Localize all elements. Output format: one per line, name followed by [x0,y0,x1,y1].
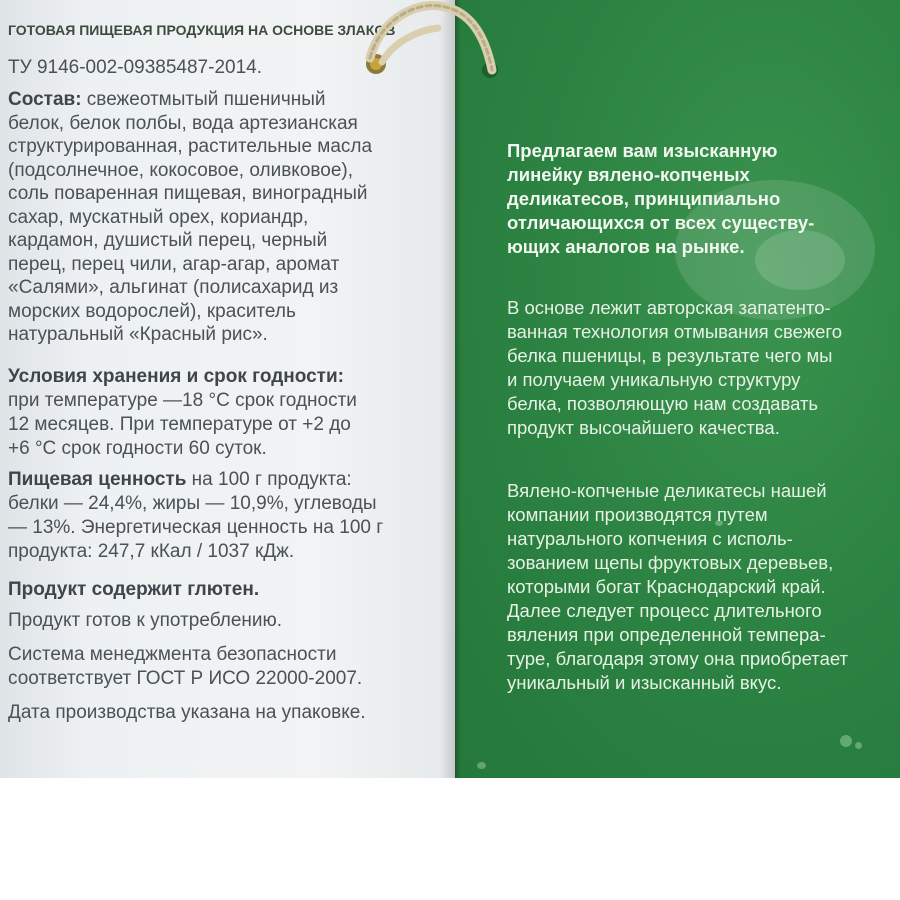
composition-label: Состав: [8,89,82,110]
card-shadow [440,0,456,778]
process-line: вяления при определенной темпера- [507,624,826,645]
composition-line: «Салями», альгинат (полисахарид из [8,277,339,298]
composition-line: (подсолнечное, кокосовое, оливковое), [8,159,354,181]
nutrition-first-rest: на 100 г продукта: [186,469,352,490]
composition-line: морских водорослей), краситель [8,300,296,322]
intro-line: отличающихся от всех существу- [507,212,815,233]
safety-line: Система менеджмента безопасности [8,644,337,665]
technology-line: В основе лежит авторская запатенто- [507,297,831,318]
intro-line: ющих аналогов на рынке. [507,236,745,257]
technology-line: и получаем уникальную структуру [507,369,801,390]
composition-line: соль поваренная пищевая, виноградный [8,183,368,204]
composition-line: свежеотмытый пшеничный [81,89,326,110]
composition-line: белок, белок полбы, вода артезианская [8,112,358,134]
nutrition-line: белки — 24,4%, жиры — 10,9%, углеводы [8,493,377,514]
intro-line: деликатесов, принципиально [507,188,781,209]
technology-line: продукт высочайшего качества. [507,417,780,438]
nutrition-line: продукта: 247,7 кКал / 1037 кДж. [8,541,295,562]
production-date-note: Дата производства указана на упаковке. [8,702,366,723]
water-drop [840,735,852,747]
process-line: зованием щепы фруктовых деревьев, [507,552,834,573]
twine-string-icon [360,0,500,90]
intro-line: Предлагаем вам изысканную [507,140,778,161]
composition-line: перец, перец чили, агар-агар, аромат [8,253,340,275]
process-line: уникальный и изысканный вкус. [507,672,782,693]
water-drop [855,742,862,749]
nutrition-line: — 13%. Энергетическая ценность на 100 г [8,517,384,538]
process-line: туре, благодаря этому она приобретает [507,648,849,669]
safety-line: соответствует ГОСТ Р ИСО 22000-2007. [8,668,363,689]
tech-spec-code: ТУ 9146-002-09385487-2014. [8,57,262,78]
product-category-header: ГОТОВАЯ ПИЩЕВАЯ ПРОДУКЦИЯ НА ОСНОВЕ ЗЛАКОВ [8,22,396,38]
gluten-warning-text: Продукт содержит глютен. [8,579,260,600]
composition-line: натуральный «Красный рис». [8,324,268,345]
twine-strand [382,28,438,62]
light-glare [755,230,845,290]
storage-line: +6 °С срок годности 60 суток. [8,438,267,459]
composition-line: сахар, мускатный орех, кориандр, [8,206,309,228]
composition-first-line [8,88,326,112]
process-line: которыми богат Краснодарский край. [507,576,826,597]
storage-title [8,365,344,389]
process-line: компании производятся путем [507,504,768,525]
storage-title-text: Условия хранения и срок годности: [8,366,344,387]
technology-line: белка пшеницы, в результате чего мы [507,345,833,366]
process-line: Далее следует процесс длительного [507,600,822,621]
twine-twist [370,5,492,70]
water-drop [477,762,486,769]
ready-to-eat-note: Продукт готов к употреблению. [8,610,283,631]
nutrition-first-line [8,468,352,492]
process-line: Вялено-копченые деликатесы нашей [507,480,827,501]
process-line: натурального копчения с исполь- [507,528,793,549]
composition-line: кардамон, душистый перец, черный [8,230,328,251]
composition-line: структурированная, растительные масла [8,136,373,157]
intro-line: линейку вялено-копченых [507,164,750,185]
storage-line: при температуре —18 °С срок годности [8,390,357,411]
twine-loop [370,5,492,70]
gluten-warning [8,578,259,602]
technology-line: белка, позволяющую нам создавать [507,393,819,414]
technology-line: ванная технология отмывания свежего [507,321,843,342]
storage-line: 12 месяцев. При температуре от +2 до [8,414,351,435]
card-edge [455,0,461,778]
nutrition-label: Пищевая ценность [8,469,187,490]
